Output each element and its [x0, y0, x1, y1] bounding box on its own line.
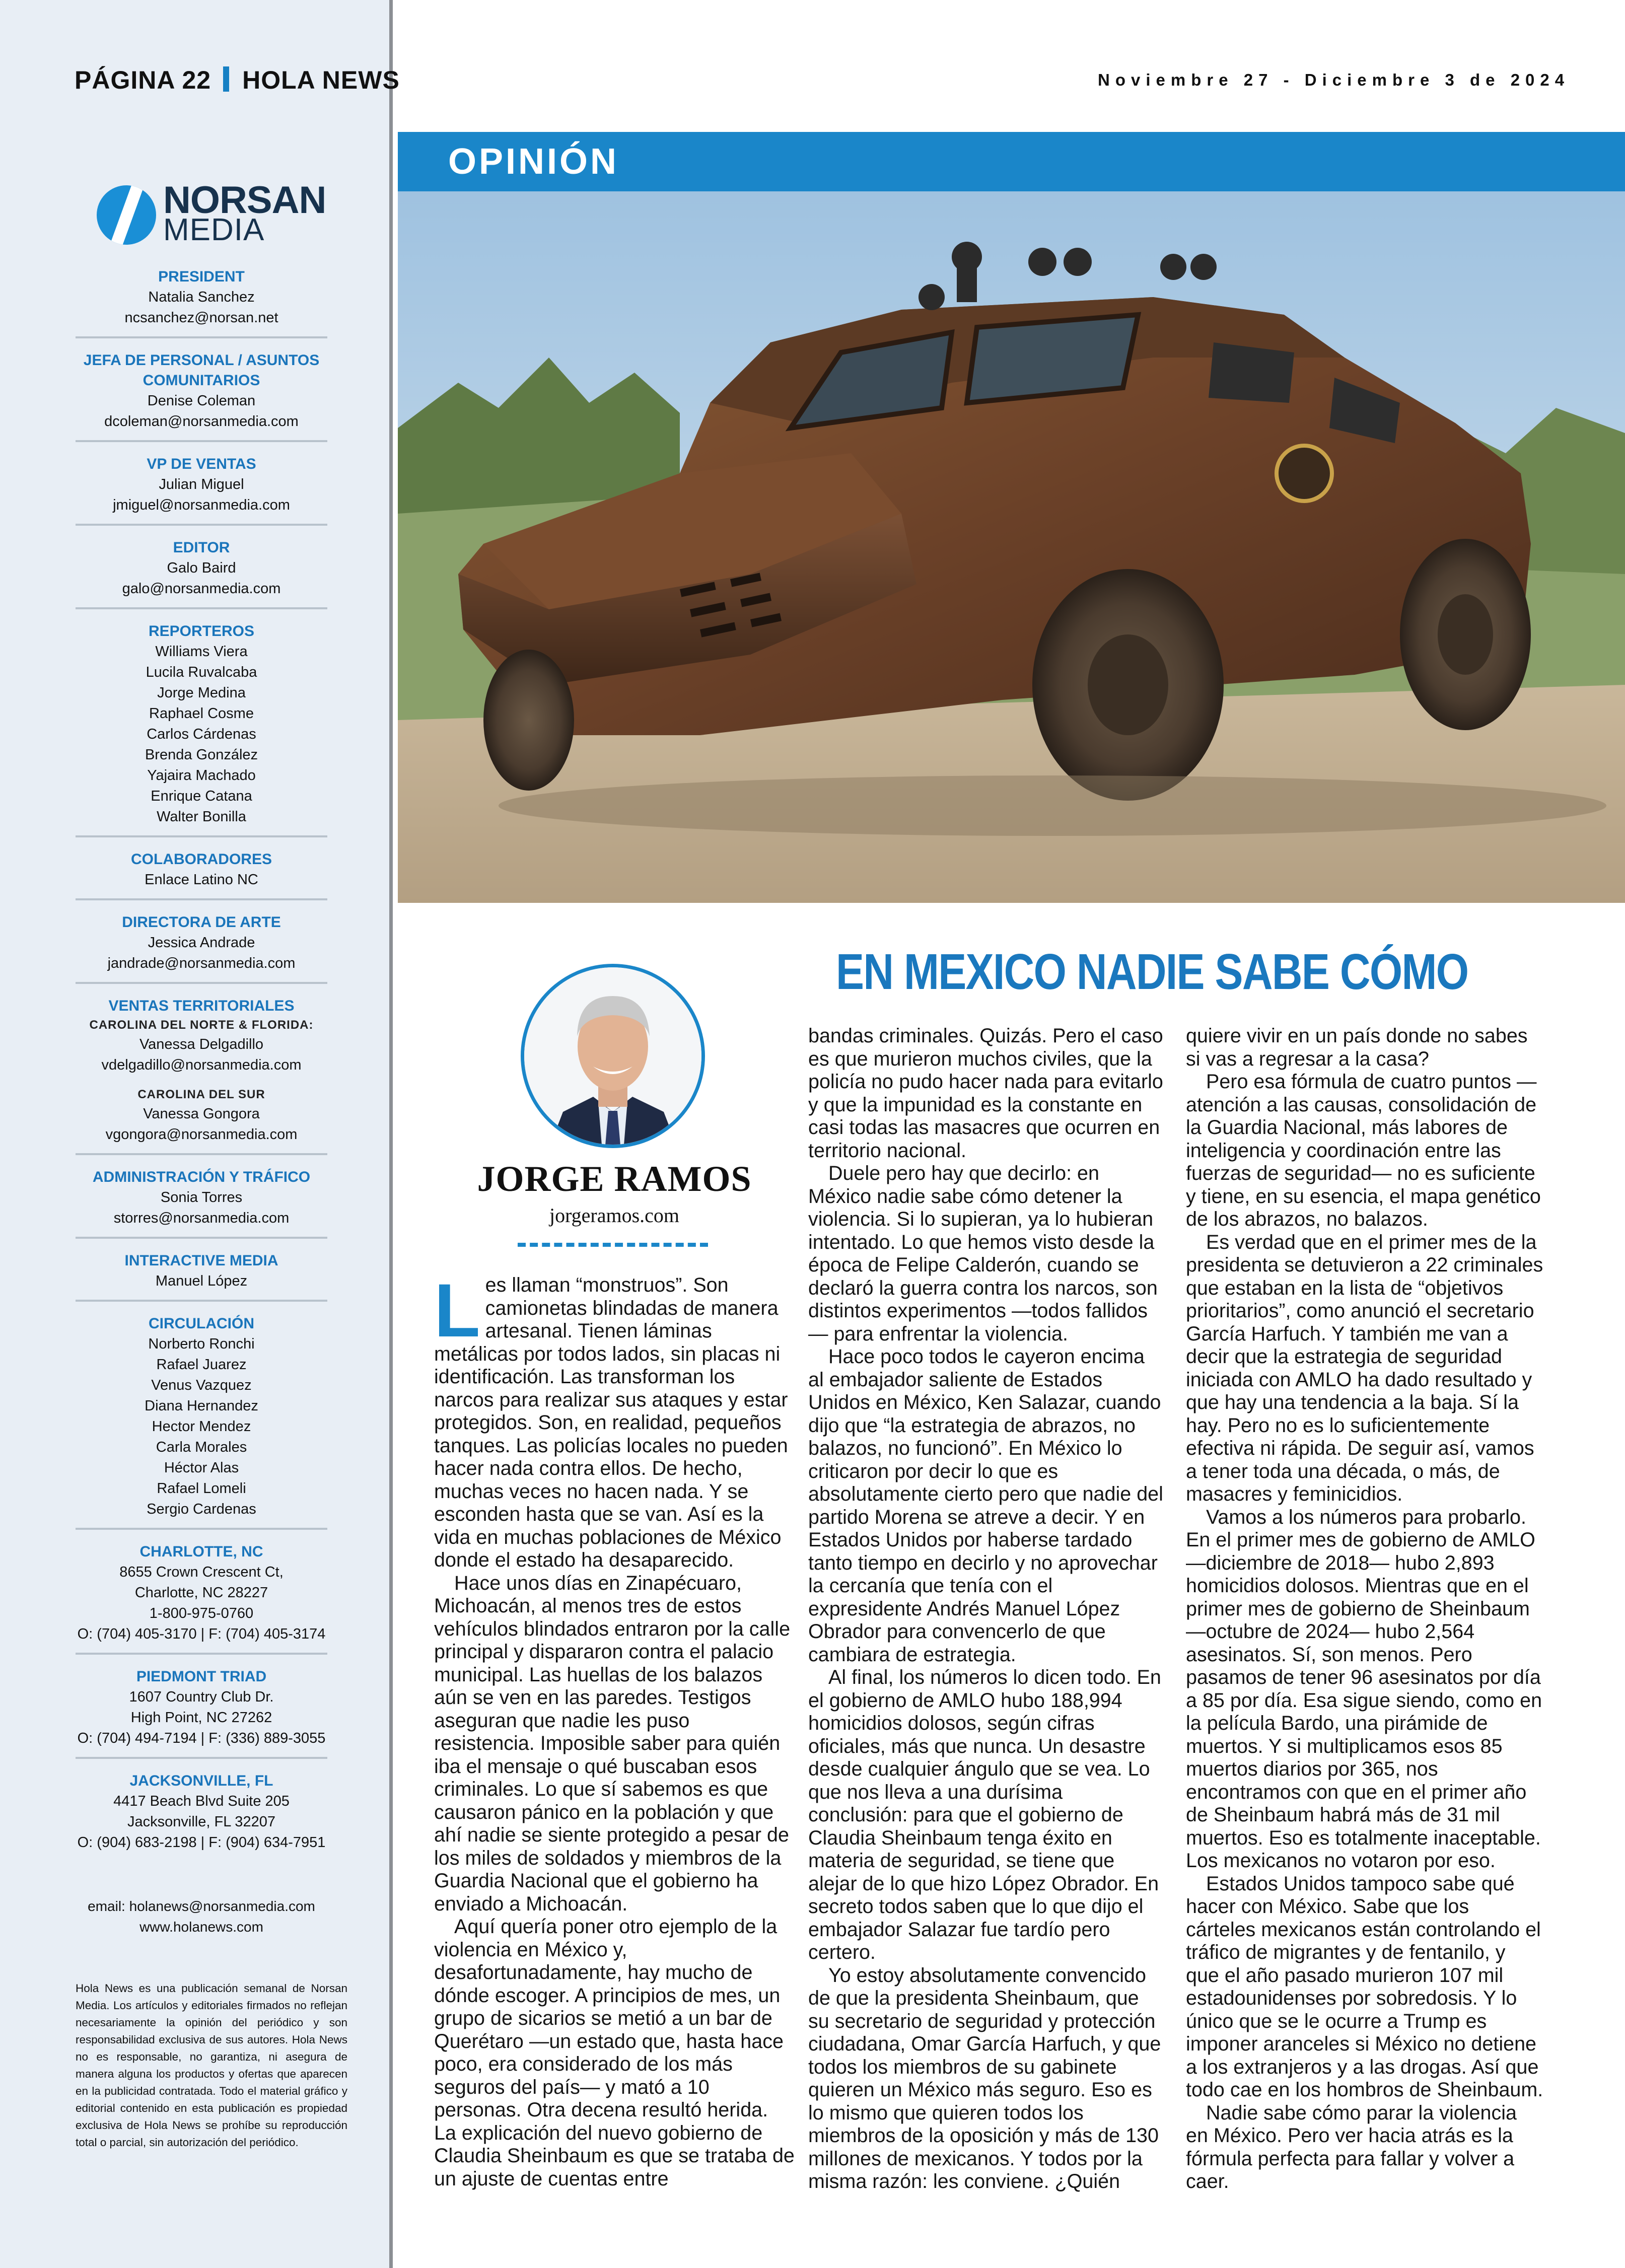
spacer	[76, 1076, 327, 1086]
section-title: DIRECTORA DE ARTE	[122, 914, 281, 931]
logo-word-2: MEDIA	[163, 212, 265, 247]
article-paragraph: Duele pero hay que decirlo: en México nadie sabe cómo detener la violencia. Si lo supieran, ya lo hubieran intentado. Lo que hemos visto desde la época de Felipe Calderón, cuando se declaró la guerra contra los narcos, son distintos experimentos —todos fallidos— para enfrentar la violencia.	[808, 1162, 1158, 1345]
section-title: COLABORADORES	[130, 851, 272, 868]
author-name: JORGE RAMOS	[477, 1159, 752, 1199]
staff-email: galo@norsanmedia.com	[122, 581, 281, 597]
article-paragraph: quiere vivir en un país donde no sabes si vas a regresar a la casa?	[1186, 1025, 1528, 1070]
office-phone-fax: O: (904) 683-2198 | F: (904) 634-7951	[77, 1834, 326, 1851]
staff-name: Sergio Cardenas	[147, 1501, 256, 1517]
office-phone: 1-800-975-0760	[149, 1605, 254, 1621]
publication-name: HOLA NEWS	[242, 66, 400, 94]
staff-section	[76, 449, 327, 526]
staff-name: Yajaira Machado	[147, 767, 256, 784]
staff-name: Vanessa Delgadillo	[139, 1036, 264, 1052]
staff-email: dcoleman@norsanmedia.com	[104, 413, 299, 430]
section-title: EDITOR	[173, 539, 230, 556]
staff-email: vgongora@norsanmedia.com	[105, 1126, 298, 1143]
staff-email: jmiguel@norsanmedia.com	[113, 497, 290, 513]
staff-section	[76, 991, 327, 1155]
staff-name: Lucila Ruvalcaba	[146, 664, 257, 680]
office-title: CHARLOTTE, NC	[139, 1543, 263, 1560]
staff-name: Sonia Torres	[160, 1189, 243, 1206]
staff-section	[76, 262, 327, 338]
staff-name: Jessica Andrade	[148, 935, 255, 951]
page-number: PÁGINA 22	[75, 66, 211, 94]
article-paragraph: Hace poco todos le cayeron encima al embajador saliente de Estados Unidos en México, Ken Salazar, cuando dijo que “la estrategia de abrazos, no balazos, no funcionó”. En México lo criticaron por decir lo que es absolutamente cierto pero que nadie del partido Morena se atreve a decir. Y en Estados Unidos por haberse tardado tanto tiempo en decirlo y no aprovechar la cercanía que tenía con el expresidente Andrés Manuel López Obrador para convencerlo de que cambiara de estrategia.	[808, 1345, 1163, 1666]
header-divider	[223, 66, 229, 92]
article-paragraph: Es verdad que en el primer mes de la presidenta se detuvieron a 22 criminales que estaban en la lista de “objetivos prioritarios”, como anunció el secretario García Harfuch. Y también me van a decir que la estrategia de seguridad iniciada con AMLO ha dado resultado y que hay una tendencia a la baja. Sí la hay. Pero no es lo suficientemente efectiva ni rápida. De seguir así, vamos a tener toda una década, o más, de masacres y feminicidios.	[1186, 1231, 1543, 1505]
section-title: INTERACTIVE MEDIA	[124, 1252, 278, 1269]
article-paragraph: Pero esa fórmula de cuatro puntos —atención a las causas, consolidación de la Guardia Nacional, más labores de inteligencia y coordinación entre las fuerzas de seguridad— no es suficiente y tiene, en su esencia, el mapa genético de los abrazos, no balazos.	[1186, 1071, 1541, 1230]
article-column-3	[1186, 1025, 1543, 2193]
office-section	[76, 1662, 327, 1759]
issue-date: Noviembre 27 - Diciembre 3 de 2024	[1098, 70, 1570, 89]
staff-name: Brenda González	[145, 747, 258, 763]
article-paragraph: Aquí quería poner otro ejemplo de la violencia en México y, desafortunadamente, hay mucho de dónde escoger. A principios de mes, un grupo de sicarios se metió a un bar de Querétaro —un estado que, hasta hace poco, era considerado de los más seguros del país— y mató a 10 personas. Otra decena resultó herida. La explicación del nuevo gobierno de Claudia Sheinbaum es que se trataba de un ajuste de cuentas entre	[434, 1916, 795, 2190]
staff-name: Manuel López	[155, 1273, 248, 1289]
staff-name: Natalia Sanchez	[148, 289, 255, 305]
staff-name: Walter Bonilla	[157, 809, 246, 825]
staff-name: Venus Vazquez	[151, 1377, 252, 1393]
section-title: VP DE VENTAS	[147, 456, 256, 472]
staff-section	[76, 1162, 327, 1239]
contact-website[interactable]: www.holanews.com	[139, 1919, 263, 1935]
staff-name: Héctor Alas	[164, 1460, 239, 1476]
office-city: High Point, NC 27262	[130, 1710, 272, 1726]
office-section	[76, 1766, 327, 1861]
office-address: 4417 Beach Blvd Suite 205	[113, 1793, 290, 1809]
section-label: OPINIÓN	[448, 141, 619, 182]
author-portrait	[518, 961, 708, 1151]
staff-name: Williams Viera	[155, 644, 248, 660]
section-title: JEFA DE PERSONAL / ASUNTOS COMUNITARIOS	[83, 352, 320, 389]
article-paragraph: bandas criminales. Quizás. Pero el caso es que murieron muchos civiles, que la policía no pudo hacer nada para evitarlo y que la impunidad es la constante en casi todas las masacres que ocurren en territorio nacional.	[808, 1025, 1163, 1162]
masthead-sidebar	[0, 0, 400, 2268]
staff-email: jandrade@norsanmedia.com	[107, 955, 296, 971]
article-paragraph: Hace unos días en Zinapécuaro, Michoacán, al menos tres de estos vehículos blindados entraron por la calle principal y dispararon contra el palacio municipal. Las huellas de los balazos aún se ven en las paredes. Testigos aseguran que nadie les puso resistencia. Imposible saber para quién iba el mensaje o qué buscaban esos criminales. Lo que sí sabemos es que causaron pánico en la población y que ahí nadie se siente protegido a pesar de los miles de soldados y miembros de la Guardia Nacional que el gobierno ha enviado a Michoacán.	[434, 1572, 791, 1915]
staff-section	[76, 1309, 327, 1530]
norsan-media-logo	[97, 181, 328, 247]
staff-section	[76, 345, 327, 442]
office-phone-fax: O: (704) 494-7194 | F: (336) 889-3055	[77, 1730, 326, 1746]
office-address: 8655 Crown Crescent Ct,	[119, 1564, 284, 1580]
staff-section	[76, 1246, 327, 1302]
staff-name: Enlace Latino NC	[145, 872, 258, 888]
staff-name: Enrique Catana	[151, 788, 252, 804]
article-paragraph: Nadie sabe cómo parar la violencia en México. Pero ver hacia atrás es la fórmula perfecta para fallar y volver a caer.	[1186, 2101, 1517, 2192]
region-label: CAROLINA DEL SUR	[137, 1088, 265, 1101]
article-column-2	[808, 1025, 1163, 2193]
article-paragraph: Yo estoy absolutamente convencido de que la presidenta Sheinbaum, que su secretario de seguridad y protección ciudadana, Omar García Harfuch, y que todos los miembros de su gabinete quieren un México más seguro. Eso es lo mismo que quieren todos los miembros de la oposición y más de 130 millones de mexicanos. Y todos por la misma razón: les conviene. ¿Quién	[808, 1964, 1161, 2192]
article-headline: EN MEXICO NADIE SABE CÓMO	[836, 944, 1468, 1000]
staff-section	[76, 907, 327, 984]
section-title: REPORTEROS	[148, 623, 255, 640]
section-title: VENTAS TERRITORIALES	[108, 998, 295, 1014]
office-title: PIEDMONT TRIAD	[136, 1668, 267, 1685]
staff-email: vdelgadillo@norsanmedia.com	[101, 1057, 302, 1073]
staff-name: Diana Hernandez	[145, 1398, 258, 1414]
staff-name: Rafael Lomeli	[157, 1480, 246, 1497]
paragraph-text: es llaman “monstruos”. Son camionetas blindadas de manera artesanal. Tienen láminas metálicas por todos lados, sin placas ni identificación. Las transforman los narcos para realizar sus ataques y estar protegidos. Son, en realidad, pequeños tanques. Las policías locales no pueden hacer nada contra ellos. De hecho, muchas veces no hacen nada. Y se esconden hasta que se van. Así es la vida en muchas poblaciones de México donde el estado ha desaparecido.	[434, 1274, 788, 1571]
staff-section	[76, 844, 327, 900]
office-section	[76, 1537, 327, 1655]
office-phone-fax: O: (704) 405-3170 | F: (704) 405-3174	[77, 1626, 326, 1642]
office-city: Jacksonville, FL 32207	[127, 1814, 275, 1830]
logo-circle-icon	[97, 185, 156, 245]
article-paragraph: Vamos a los números para probarlo. En el primer mes de gobierno de AMLO —diciembre de 2018— hubo 2,893 homicidios dolosos. Mientras que en el primer mes de gobierno de Sheinbaum —octubre de 2024— hubo 2,564 asesinatos. Sí, son menos. Pero pasamos de tener 96 asesinatos por día a 85 por día. Esa sigue siendo, como en la película Bardo, una pirámide de muertos. Y si multiplicamos esos 85 muertos diarios por 365, nos encontramos con que en el primer año de Sheinbaum habrá más de 31 mil muertos. Eso es totalmente inaceptable. Los mexicanos no votaron por eso.	[1186, 1506, 1542, 1872]
staff-name: Carlos Cárdenas	[147, 726, 256, 742]
legal-disclaimer: Hola News es una publicación semanal de Norsan Media. Los artículos y editoriales firmados no reflejan necesariamente la opinión del periódico y son responsabilidad exclusiva de sus autores. Hola News no es responsable, no garantiza, ni asegura de manera alguna los productos y ofertas que aparecen en la publicidad contratada. Todo el material gráfico y editorial contenido en esta publicación es propiedad exclusiva de Hola News se prohíbe su reproducción total o parcial, sin autorización del periódico.	[76, 1982, 347, 2149]
drop-cap: L	[434, 1268, 480, 1353]
staff-name: Julian Miguel	[159, 476, 244, 492]
article-paragraph	[434, 1268, 795, 1572]
office-address: 1607 Country Club Dr.	[129, 1689, 274, 1705]
logo-word-1: NORSAN	[163, 179, 326, 222]
armored-truck-photo	[398, 191, 1625, 903]
staff-name: Norberto Ronchi	[148, 1336, 255, 1352]
staff-name: Vanessa Gongora	[143, 1106, 260, 1122]
staff-section	[76, 533, 327, 609]
staff-name: Galo Baird	[167, 560, 236, 576]
region-label: CAROLINA DEL NORTE & FLORIDA:	[89, 1018, 314, 1032]
office-title: JACKSONVILLE, FL	[129, 1773, 273, 1789]
office-city: Charlotte, NC 28227	[134, 1585, 268, 1601]
staff-email: ncsanchez@norsan.net	[124, 310, 278, 326]
staff-directory	[76, 262, 327, 1868]
staff-name: Denise Coleman	[147, 393, 256, 409]
article-paragraph: Estados Unidos tampoco sabe qué hacer con México. Sabe que los cárteles mexicanos están controlando el tráfico de migrantes y de fentanilo, y que el año pasado murieron 107 mil estadounidenses por sobredosis. Y lo único que se le ocurre a Trump es imponer aranceles si México no detiene a los extranjeros y a las drogas. Así que todo cae en los hombros de Sheinbaum.	[1186, 1872, 1543, 2101]
article-column-1	[434, 1268, 795, 2190]
staff-name: Raphael Cosme	[149, 705, 254, 722]
section-title: ADMINISTRACIÓN Y TRÁFICO	[92, 1169, 311, 1185]
contact-block	[76, 1896, 327, 1937]
contact-email[interactable]: email: holanews@norsanmedia.com	[88, 1898, 315, 1914]
section-banner	[398, 132, 1625, 191]
staff-name: Rafael Juarez	[156, 1357, 247, 1373]
staff-name: Carla Morales	[156, 1439, 247, 1455]
author-website[interactable]: jorgeramos.com	[549, 1204, 680, 1227]
staff-email: storres@norsanmedia.com	[113, 1210, 290, 1226]
staff-name: Hector Mendez	[152, 1419, 251, 1435]
staff-name: Jorge Medina	[157, 685, 246, 701]
staff-section	[76, 616, 327, 837]
section-title: PRESIDENT	[158, 268, 245, 285]
section-title: CIRCULACIÓN	[149, 1315, 254, 1332]
article-paragraph: Al final, los números lo dicen todo. En el gobierno de AMLO hubo 188,994 homicidios dolosos, según cifras oficiales, más que nunca. Un desastre desde cualquier ángulo que se vea. Lo que nos lleva a una durísima conclusión: para que el gobierno de Claudia Sheinbaum tenga éxito en materia de seguridad, se tiene que alejar de lo que hizo López Obrador. En secreto todos saben que lo que dijo el embajador Salazar fue tardío pero certero.	[808, 1666, 1161, 1963]
author-divider	[518, 1243, 708, 1247]
page-header	[75, 65, 400, 95]
